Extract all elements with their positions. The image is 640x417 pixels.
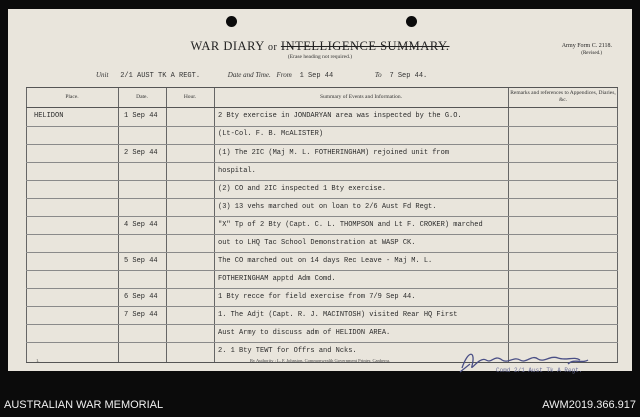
footer-form-number: 1. [36, 358, 40, 363]
unit-line [96, 71, 427, 80]
entry-date: 2 Sep 44 [124, 149, 158, 157]
punch-hole [226, 16, 237, 27]
entry-place: HELIDON [34, 112, 64, 120]
unit-label: Unit [96, 71, 109, 79]
column-header-place: Place. [65, 94, 79, 100]
entry-date: 6 Sep 44 [124, 293, 158, 301]
entry-date: 1 Sep 44 [124, 112, 158, 120]
diary-sheet [8, 9, 632, 374]
entry-text: The CO marched out on 14 days Rec Leave - Maj M. L. [218, 257, 433, 265]
date-time-label: Date and Time. [227, 71, 271, 79]
column-header-hour: Hour. [183, 94, 197, 100]
unit-value: 2/1 AUST TK A REGT. [120, 72, 201, 80]
column-header-date: Date. [136, 94, 148, 100]
commander-stamp: Comd 2/1 Aust Tk A Regt. [496, 367, 583, 374]
from-label: From [276, 71, 292, 79]
from-value: 1 Sep 44 [299, 72, 334, 80]
title-war-diary: WAR DIARY [190, 39, 265, 53]
entry-text: (2) CO and 2IC inspected 1 Bty exercise. [218, 185, 387, 193]
column-header-remarks: Remarks and references to Appendices, Diaries, &c. [510, 90, 616, 103]
entry-text: 2 Bty exercise in JONDARYAN area was inspected by the G.O. [218, 112, 462, 120]
title-or: or [267, 42, 278, 53]
title-intelligence-summary: INTELLIGENCE SUMMARY. [280, 39, 450, 53]
entry-text: 2. 1 Bty TEWT for Offrs and Ncks. [218, 347, 357, 355]
entry-text: (1) The 2IC (Maj M. L. FOTHERINGHAM) rejoined unit from [218, 149, 450, 157]
entry-text: hospital. [218, 167, 256, 175]
entry-text: Aust Army to discuss adm of HELIDON AREA. [218, 329, 391, 337]
erase-note: (Erase heading not required.) [287, 54, 353, 60]
entry-text: (Lt-Col. F. B. McALISTER) [218, 130, 324, 138]
accession-number: AWM2019.366.917 [542, 399, 636, 411]
army-form-number: Army Form C. 2118. [561, 43, 612, 49]
army-form-revised: (Revised.) [581, 51, 602, 56]
entry-text: 1 Bty recce for field exercise from 7/9 Sep 44. [218, 293, 416, 301]
entry-text: "X" Tp of 2 Bty (Capt. C. L. THOMPSON and Lt F. CROKER) marched [218, 221, 483, 229]
entry-text: out to LHQ Tac School Demonstration at WASP CK. [218, 239, 416, 247]
entry-text: (3) 13 vehs marched out on loan to 2/6 Aust Fd Regt. [218, 203, 437, 211]
entry-date: 5 Sep 44 [124, 257, 158, 265]
to-label: To [374, 71, 382, 79]
entry-text: FOTHERINGHAM apptd Adm Comd. [218, 275, 336, 283]
entry-date: 7 Sep 44 [124, 311, 158, 319]
to-value: 7 Sep 44. [389, 72, 428, 80]
entry-text: 1. The Adjt (Capt. R. J. MACINTOSH) visited Rear HQ First [218, 311, 458, 319]
column-header-summary: Summary of Events and Information. [319, 94, 403, 100]
diary-table [26, 87, 618, 363]
archive-caption: AUSTRALIAN WAR MEMORIAL [4, 399, 164, 411]
punch-hole [406, 16, 417, 27]
entry-date: 4 Sep 44 [124, 221, 158, 229]
printer-imprint: By Authority : L. F. Johnston, Commonwealth Government Printer, Canberra. [249, 358, 391, 363]
page-title [8, 39, 632, 54]
